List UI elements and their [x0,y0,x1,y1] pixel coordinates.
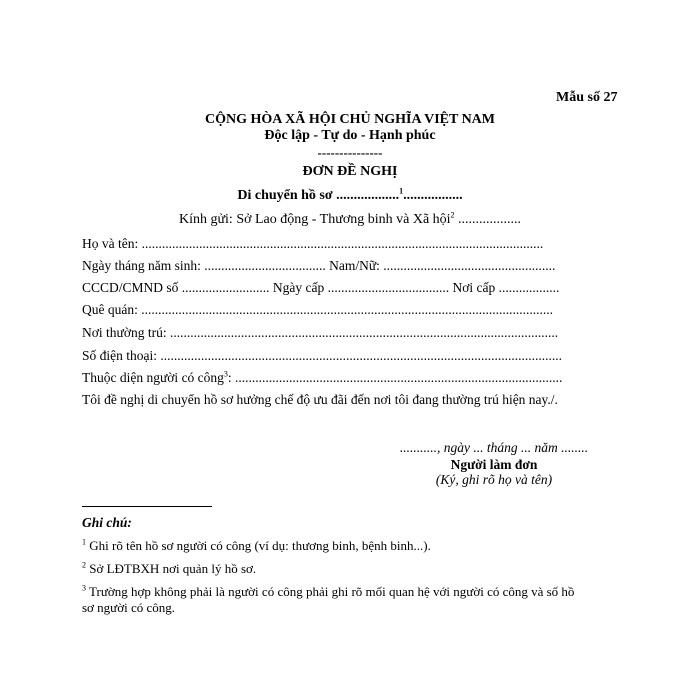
form-number: Mẫu số 27 [556,90,618,105]
field-hometown[interactable]: Quê quán: .......................................................................................................................... [82,302,553,317]
signer-title: Người làm đơn [450,457,538,472]
footnote-1 [82,538,431,554]
field-category[interactable] [82,370,562,386]
country-header: CỘNG HÒA XÃ HỘI CHỦ NGHĨA VIỆT NAM [204,112,495,127]
recipient-line [0,212,700,228]
footnote-ref-3: 3 [223,369,228,379]
document-subtitle [0,188,700,204]
document-title: ĐƠN ĐỀ NGHỊ [302,164,398,179]
recipient-text: Kính gửi: Sở Lao động - Thương binh và Xã hội [178,212,451,227]
footnote-2 [82,561,256,577]
footnote-ref-2: 2 [450,210,455,220]
footnote-1-marker: 1 [82,537,86,547]
footnote-1-text: Ghi rõ tên hồ sơ người có công (ví dụ: thương binh, bệnh binh...). [86,538,431,553]
footnote-2-text: Sở LĐTBXH nơi quản lý hồ sơ. [86,561,257,576]
motto: Độc lập - Tự do - Hạnh phúc [264,128,436,143]
footnote-3 [82,584,574,600]
notes-heading: Ghi chú: [82,515,132,530]
request-statement: Tôi đề nghị di chuyển hồ sơ hưởng chế độ ưu đãi đến nơi tôi đang thường trú hiện nay./. [82,392,558,407]
date-line: ..........., ngày ... tháng ... năm ........ [399,440,589,455]
field-residence[interactable]: Nơi thường trú: ................................................................................................................... [82,325,559,340]
category-tail: : ................................................................................................. [227,370,563,385]
footnote-3-continuation: sơ người có công. [82,600,176,615]
footnote-3-marker: 3 [82,583,86,593]
subtitle-tail: ................. [403,188,463,203]
signature-instruction: (Ký, ghi rõ họ và tên) [435,472,553,487]
footnote-2-marker: 2 [82,560,86,570]
field-name[interactable]: Họ và tên: ....................................................................................................................... [82,236,544,251]
field-phone[interactable]: Số điện thoại: ....................................................................................................................... [82,348,562,363]
footnote-ref-1: 1 [399,186,404,196]
recipient-tail: .................. [454,212,522,227]
field-id-number[interactable]: CCCD/CMND số .......................... Ngày cấp .................................... Nơi cấp .................. [82,280,560,295]
footnote-3-text: Trường hợp không phải là người có công phải ghi rõ mối quan hệ với người có công và số hồ [86,584,575,599]
category-label: Thuộc diện người có công [82,370,224,385]
field-dob-gender[interactable]: Ngày tháng năm sinh: .................................... Nam/Nữ: ................................................... [82,258,556,273]
subtitle-text: Di chuyển hồ sơ .................. [237,188,400,203]
footnote-divider [82,506,212,507]
header-divider: --------------- [317,145,383,160]
